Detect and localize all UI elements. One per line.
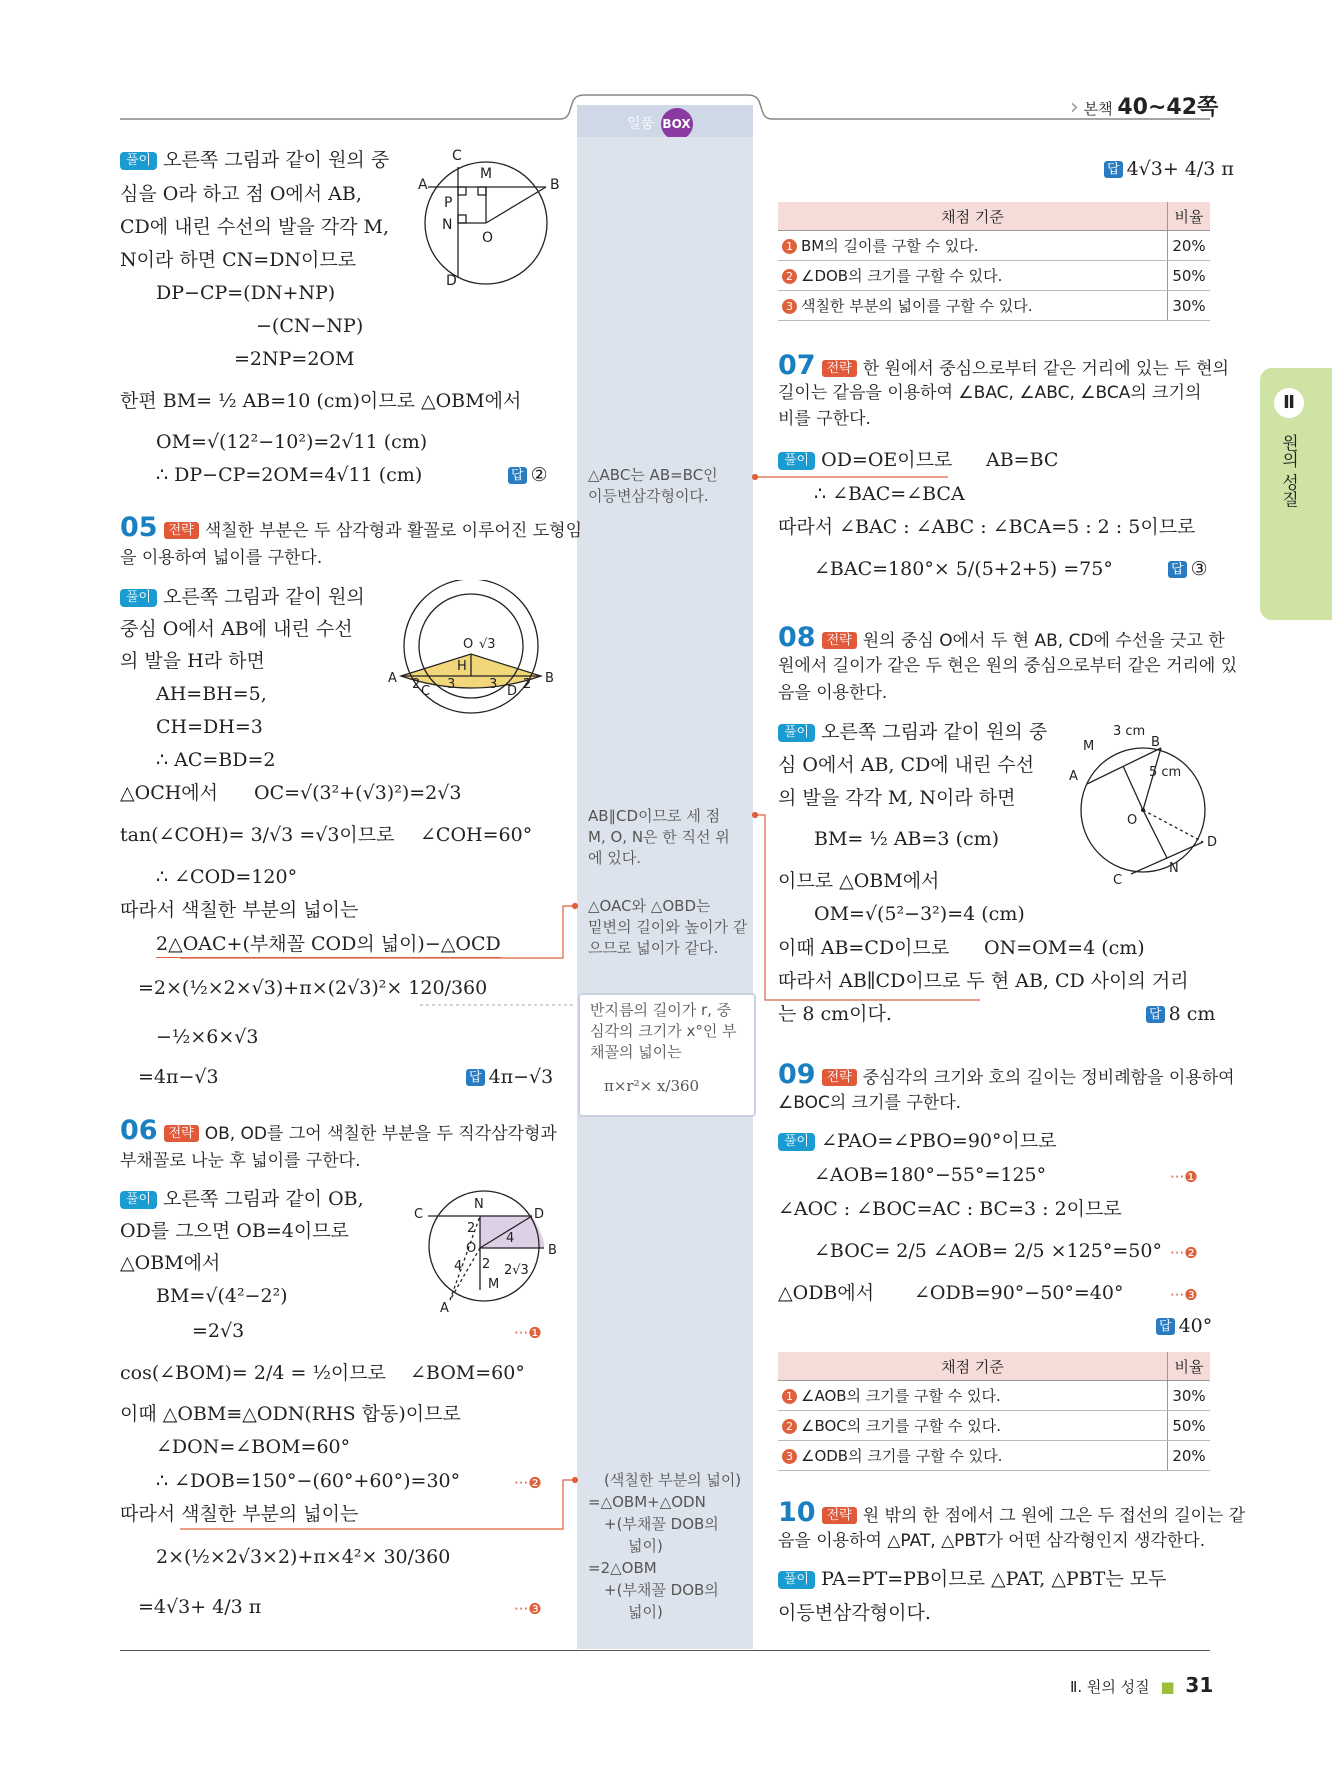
question-06: 06 전략 OB, OD를 그어 색칠한 부분을 두 직각삼각형과 <box>120 1115 557 1146</box>
svg-text:C: C <box>414 1207 424 1222</box>
page-number: 31 <box>1185 1673 1214 1697</box>
svg-text:5 cm: 5 cm <box>1149 765 1182 780</box>
table-row: 2 ∠DOB의 크기를 구할 수 있다. 50% <box>778 261 1210 291</box>
chapter-numeral: Ⅱ <box>1274 388 1304 418</box>
svg-text:O: O <box>466 1241 477 1256</box>
answer-05: 답 4π−√3 <box>466 1064 553 1090</box>
question-09: 09 전략 중심각의 크기와 호의 길이는 정비례함을 이용하여 <box>778 1059 1235 1090</box>
svg-text:C: C <box>452 148 462 164</box>
svg-text:C: C <box>1113 873 1123 888</box>
svg-text:D: D <box>534 1207 545 1222</box>
svg-text:P: P <box>444 195 453 211</box>
svg-text:4: 4 <box>454 1259 463 1274</box>
footer-rule <box>120 1650 1210 1651</box>
question-07: 07 전략 한 원에서 중심으로부터 같은 거리에 있는 두 현의 <box>778 350 1229 381</box>
svg-text:2: 2 <box>412 677 421 692</box>
page-ref-range: 40~42쪽 <box>1117 95 1219 120</box>
svg-text:2: 2 <box>467 1221 476 1236</box>
svg-text:B: B <box>1151 735 1160 750</box>
svg-text:A: A <box>388 671 397 686</box>
footer <box>1070 1673 1213 1697</box>
figure-08-circle <box>1065 720 1225 890</box>
svg-text:N: N <box>474 1197 484 1212</box>
footer-chapter: Ⅱ. 원의 성질 <box>1070 1678 1150 1696</box>
svg-text:O: O <box>463 637 474 652</box>
svg-text:3 cm: 3 cm <box>1113 724 1146 739</box>
svg-text:B: B <box>550 177 560 193</box>
page-ref: › 본책 40~42쪽 <box>1070 95 1219 120</box>
table-row: 3 색칠한 부분의 넓이를 구할 수 있다. 30% <box>778 291 1210 321</box>
svg-text:N: N <box>1169 861 1179 876</box>
solution-badge: 풀이 <box>120 152 157 170</box>
figure-05-circles <box>385 580 560 715</box>
svg-text:2: 2 <box>523 677 532 692</box>
svg-text:A: A <box>1069 769 1078 784</box>
svg-text:√3: √3 <box>479 637 496 652</box>
table-row: 3 ∠ODB의 크기를 구할 수 있다. 20% <box>778 1441 1210 1471</box>
svg-text:B: B <box>545 671 554 686</box>
svg-text:3: 3 <box>489 677 498 692</box>
answer-07: 답 ③ <box>1168 556 1208 582</box>
svg-text:D: D <box>1207 835 1218 850</box>
svg-text:3: 3 <box>447 677 456 692</box>
svg-text:M: M <box>1083 739 1095 754</box>
question-05: 05 전략 색칠한 부분은 두 삼각형과 활꼴로 이루어진 도형임 <box>120 512 582 543</box>
answer-icon: 답 <box>508 467 527 484</box>
scoring-table-06: 채점 기준 비율 1 BM의 길이를 구할 수 있다. 20% 2 ∠DOB의 크기를 구할 수 있다. 50% 3 색칠한 부분의 넓이를 구할 수 있다. 30% <box>778 202 1210 321</box>
svg-text:M: M <box>480 166 493 182</box>
chapter-title: 원의 성질 <box>1278 434 1298 508</box>
bullet-icon: ■ <box>1160 1678 1175 1696</box>
table-row: 1 BM의 길이를 구할 수 있다. 20% <box>778 231 1210 261</box>
figure-04-circle <box>410 145 560 290</box>
tab-label: 일품 <box>627 116 655 132</box>
svg-text:O: O <box>482 230 494 246</box>
svg-text:D: D <box>446 273 457 289</box>
question-08: 08 전략 원의 중심 O에서 두 현 AB, CD에 수선을 긋고 한 <box>778 622 1225 653</box>
svg-text:A: A <box>418 177 428 193</box>
svg-text:2: 2 <box>482 1257 491 1272</box>
figure-06-circle <box>410 1180 560 1315</box>
svg-text:A: A <box>440 1301 449 1315</box>
svg-text:B: B <box>548 1243 557 1258</box>
svg-text:H: H <box>457 659 467 674</box>
answer-04: 답 ② <box>508 462 548 488</box>
svg-text:O: O <box>1127 813 1138 828</box>
svg-text:N: N <box>442 217 453 233</box>
svg-text:M: M <box>488 1277 500 1292</box>
scoring-table-09: 채점 기준 비율 1 ∠AOB의 크기를 구할 수 있다. 30% 2 ∠BOC의 크기를 구할 수 있다. 50% 3 ∠ODB의 크기를 구할 수 있다. 20% <box>778 1352 1210 1471</box>
svg-text:4: 4 <box>506 1231 515 1246</box>
svg-text:D: D <box>507 684 518 699</box>
answer-06: 답 4√3+ 4/3 π <box>1104 156 1234 182</box>
table-row: 2 ∠BOC의 크기를 구할 수 있다. 50% <box>778 1411 1210 1441</box>
table-row: 1 ∠AOB의 크기를 구할 수 있다. 30% <box>778 1381 1210 1411</box>
box-badge: BOX <box>661 108 693 140</box>
answer-09: 답 40° <box>1156 1313 1212 1339</box>
svg-text:2√3: 2√3 <box>504 1263 529 1278</box>
svg-text:C: C <box>421 684 431 699</box>
question-10: 10 전략 원 밖의 한 점에서 그 원에 그은 두 접선의 길이는 같 <box>778 1497 1246 1528</box>
chevron-right-icon: › <box>1070 95 1079 120</box>
answer-08: 답 8 cm <box>1146 1001 1215 1027</box>
